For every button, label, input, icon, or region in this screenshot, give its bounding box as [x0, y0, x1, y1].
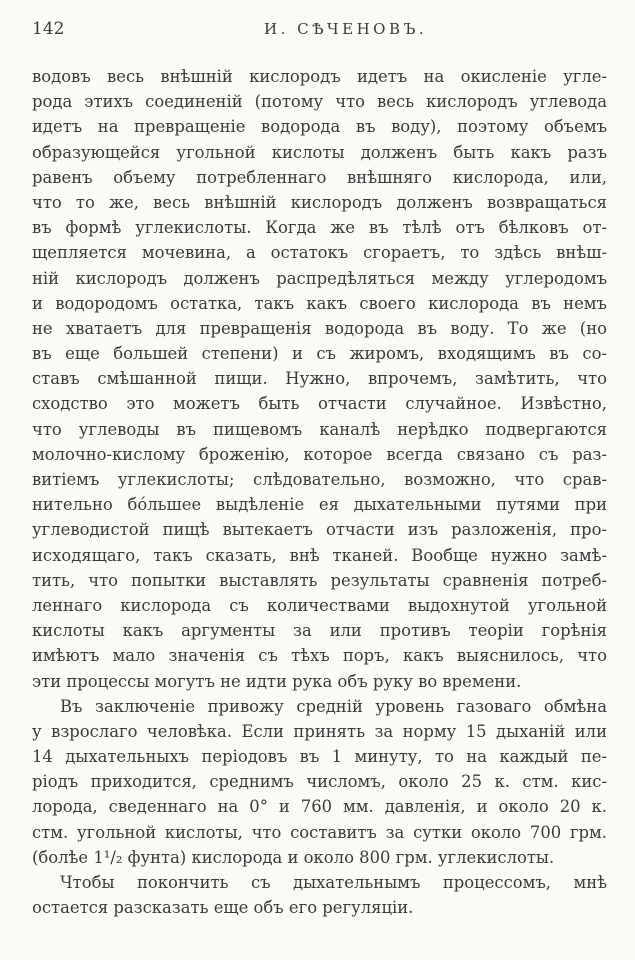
text-line: что то же, весь внѣшній кислородъ долженъ возвращаться	[32, 192, 607, 212]
text-line: ставъ смѣшанной пищи. Нужно, впрочемъ, замѣтить, что	[32, 369, 607, 389]
text-line: сходство это можетъ быть отчасти случайное. Извѣстно,	[32, 394, 607, 414]
text-line: кислоты какъ аргументы за или противъ теоріи горѣнія	[32, 621, 607, 641]
text-line: 14 дыхательныхъ періодовъ въ 1 минуту, то на каждый пе-	[32, 747, 607, 767]
text-line: леннаго кислорода съ количествами выдохнутой угольной	[32, 595, 607, 615]
text-line: равенъ объему потребленнаго внѣшняго кислорода, или,	[32, 167, 607, 187]
running-title: И. СѢЧЕНОВЪ.	[264, 20, 428, 38]
text-line: образующейся угольной кислоты долженъ быть какъ разъ	[32, 142, 607, 162]
text-line: лорода, сведеннаго на 0° и 760 мм. давленія, и около 20 к.	[32, 797, 607, 817]
page-number: 142	[32, 19, 65, 39]
text-line: не хватаетъ для превращенія водорода въ воду. То же (но	[32, 318, 607, 338]
text-line: молочно-кислому броженію, которое всегда связано съ раз-	[32, 444, 607, 464]
text-line: эти процессы могутъ не идти рука объ руку во времени.	[32, 671, 522, 691]
text-line: рода этихъ соединеній (потому что весь кислородъ углевода	[32, 92, 607, 112]
text-line: что углеводы въ пищевомъ каналѣ нерѣдко подвергаются	[32, 419, 607, 439]
text-line: остается разсказать еще объ его регуляціи.	[32, 898, 414, 918]
running-header	[32, 19, 612, 43]
text-line: въ формѣ углекислоты. Когда же въ тѣлѣ отъ бѣлковъ от-	[32, 218, 607, 238]
text-line: исходящаго, такъ сказать, внѣ тканей. Вообще нужно замѣ-	[32, 545, 607, 565]
text-line: и водородомъ остатка, такъ какъ своего кислорода въ немъ	[32, 293, 607, 313]
body-text	[32, 64, 607, 920]
text-line: нительно бо́льшее выдѣленіе ея дыхательными путями при	[32, 495, 607, 515]
text-line: стм. угольной кислоты, что составитъ за сутки около 700 грм.	[32, 822, 607, 842]
text-line: идетъ на превращеніе водорода въ воду), поэтому объемъ	[32, 117, 607, 137]
text-line: въ еще большей степени) и съ жиромъ, входящимъ въ со-	[32, 344, 607, 364]
text-line: Чтобы покончить съ дыхательнымъ процессомъ, мнѣ	[60, 873, 607, 892]
text-line: тить, что попытки выставлять результаты сравненія потреб-	[32, 570, 607, 590]
text-line: щепляется мочевина, а остатокъ сгораетъ, то здѣсь внѣш-	[32, 243, 607, 263]
text-line: имѣютъ мало значенія съ тѣхъ поръ, какъ выяснилось, что	[32, 646, 607, 666]
text-line: витіемъ углекислоты; слѣдовательно, возможно, что срав-	[32, 470, 607, 489]
text-line: у взрослаго человѣка. Если принять за норму 15 дыханій или	[32, 721, 607, 741]
text-line: Въ заключеніе привожу средній уровень газоваго обмѣна	[60, 696, 607, 716]
text-line: (болѣе 1¹/₂ фунта) кислорода и около 800 грм. углекислоты.	[32, 847, 555, 867]
text-line: водовъ весь внѣшній кислородъ идетъ на окисленіе угле-	[32, 67, 607, 86]
text-line: углеводистой пищѣ вытекаетъ отчасти изъ разложенія, про-	[32, 520, 607, 540]
text-line: ріодъ приходится, среднимъ числомъ, около 25 к. стм. кис-	[32, 772, 607, 792]
text-line: ній кислородъ долженъ распредѣляться между углеродомъ	[32, 268, 607, 288]
